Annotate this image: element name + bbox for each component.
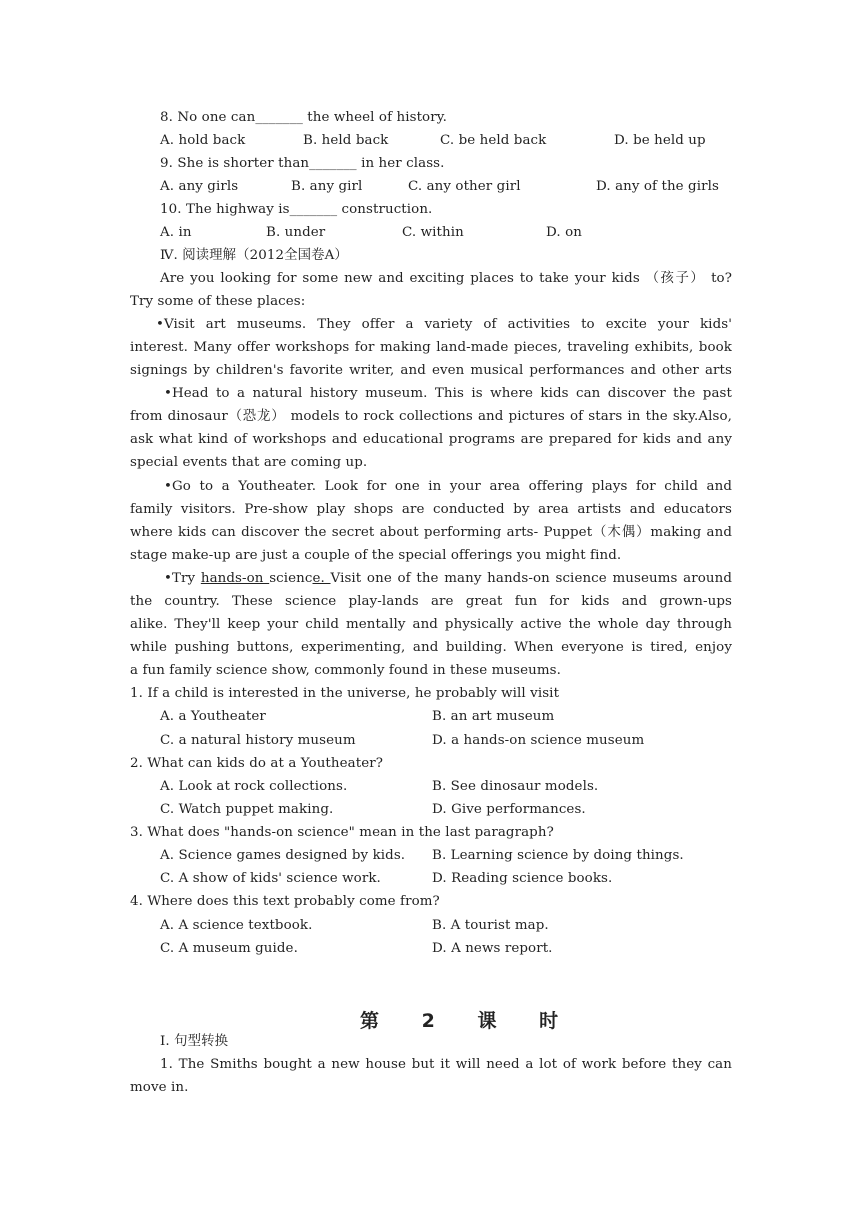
question-1-stem: 1. If a child is interested in the universe, he probably will visit [130,686,560,701]
question-1-option-c: C. a natural history museum [160,733,356,748]
passage-bullet-3-line-2: family visitors. Pre-show play shops are conducted by area artists and educators [130,502,732,517]
question-2-option-a: A. Look at rock collections. [160,779,348,794]
item-10-option-b: B. under [266,225,326,240]
passage-bullet-4-line-5: a fun family science show, commonly found in these museums. [130,663,562,678]
item-10-stem: 10. The highway is_______ construction. [160,202,433,217]
question-1-option-b: B. an art museum [432,709,555,724]
question-2-option-b: B. See dinosaur models. [432,779,599,794]
question-2-option-d: D. Give performances. [432,802,586,817]
item-9-option-c: C. any other girl [408,179,521,194]
passage-bullet-3-line-1: •Go to a Youtheater. Look for one in your area offering plays for child and [164,479,732,494]
item-8-stem: 8. No one can_______ the wheel of history. [160,110,447,125]
passage-bullet-2-line-1: •Head to a natural history museum. This is where kids can discover the past [164,386,732,401]
question-1-option-a: A. a Youtheater [160,709,266,724]
passage-bullet-4-line-1 [164,569,732,589]
question-4-option-d: D. A news report. [432,941,553,956]
passage-intro-line-1: Are you looking for some new and exciting places to take your kids （孩子） to? [160,271,732,286]
item-8-option-c: C. be held back [440,133,547,148]
hands-on-underlined: hands-on [200,571,270,586]
passage-bullet-1-line-3: signings by children's favorite writer, and even musical performances and other arts [130,363,732,378]
lesson-heading: 第 2 课 时 [360,1010,577,1032]
passage-bullet-4-text: •Try [164,571,201,586]
question-2-option-c: C. Watch puppet making. [160,802,334,817]
passage-bullet-4-text: scienc [269,571,313,586]
passage-bullet-3-line-4: stage make-up are just a couple of the special offerings you might find. [130,548,622,563]
section-transform-title: Ⅰ. 句型转换 [160,1034,229,1049]
question-3-option-d: D. Reading science books. [432,871,613,886]
question-4-stem: 4. Where does this text probably come from? [130,894,440,909]
question-4-option-b: B. A tourist map. [432,918,549,933]
passage-bullet-4-line-3: alike. They'll keep your child mentally and physically active the whole day through [130,617,732,632]
item-9-stem: 9. She is shorter than_______ in her class. [160,156,445,171]
question-3-option-c: C. A show of kids' science work. [160,871,381,886]
passage-bullet-4-line-4: while pushing buttons, experimenting, and building. When everyone is tired, enjoy [130,640,732,655]
item-9-option-b: B. any girl [291,179,363,194]
item-9-option-d: D. any of the girls [596,179,719,194]
question-4-option-a: A. A science textbook. [160,918,313,933]
passage-bullet-2-line-3: ask what kind of workshops and educational programs are prepared for kids and any [130,432,732,447]
question-4-option-c: C. A museum guide. [160,941,298,956]
question-3-option-b: B. Learning science by doing things. [432,848,684,863]
passage-bullet-2-line-4: special events that are coming up. [130,455,368,470]
item-8-option-b: B. held back [303,133,389,148]
science-underlined-tail: e. [312,571,331,586]
item-10-option-a: A. in [160,225,192,240]
passage-intro-line-2: Try some of these places: [130,294,306,309]
passage-bullet-2-line-2: from dinosaur（恐龙） models to rock collections and pictures of stars in the sky.Also, [130,409,732,424]
question-1-option-d: D. a hands-on science museum [432,733,645,748]
item-9-option-a: A. any girls [160,179,239,194]
section-reading-title: Ⅳ. 阅读理解（2012全国卷A） [160,248,348,263]
passage-bullet-4-text: Visit one of the many hands-on science museums around [330,571,732,586]
item-8-option-d: D. be held up [614,133,706,148]
passage-bullet-1-line-2: interest. Many offer workshops for making land-made pieces, traveling exhibits, book [130,340,732,355]
passage-bullet-1-line-1: •Visit art museums. They offer a variety of activities to excite your kids' [156,317,732,332]
transform-question-1-line-2: move in. [130,1080,189,1095]
item-8-option-a: A. hold back [160,133,246,148]
question-2-stem: 2. What can kids do at a Youtheater? [130,756,384,771]
item-10-option-c: C. within [402,225,464,240]
passage-bullet-4-line-2: the country. These science play-lands are great fun for kids and grown-ups [130,594,732,609]
passage-bullet-3-line-3: where kids can discover the secret about performing arts- Puppet（木偶）making and [130,525,732,540]
item-10-option-d: D. on [546,225,582,240]
question-3-option-a: A. Science games designed by kids. [160,848,406,863]
transform-question-1-line-1: 1. The Smiths bought a new house but it will need a lot of work before they can [160,1057,732,1072]
question-3-stem: 3. What does "hands-on science" mean in the last paragraph? [130,825,554,840]
